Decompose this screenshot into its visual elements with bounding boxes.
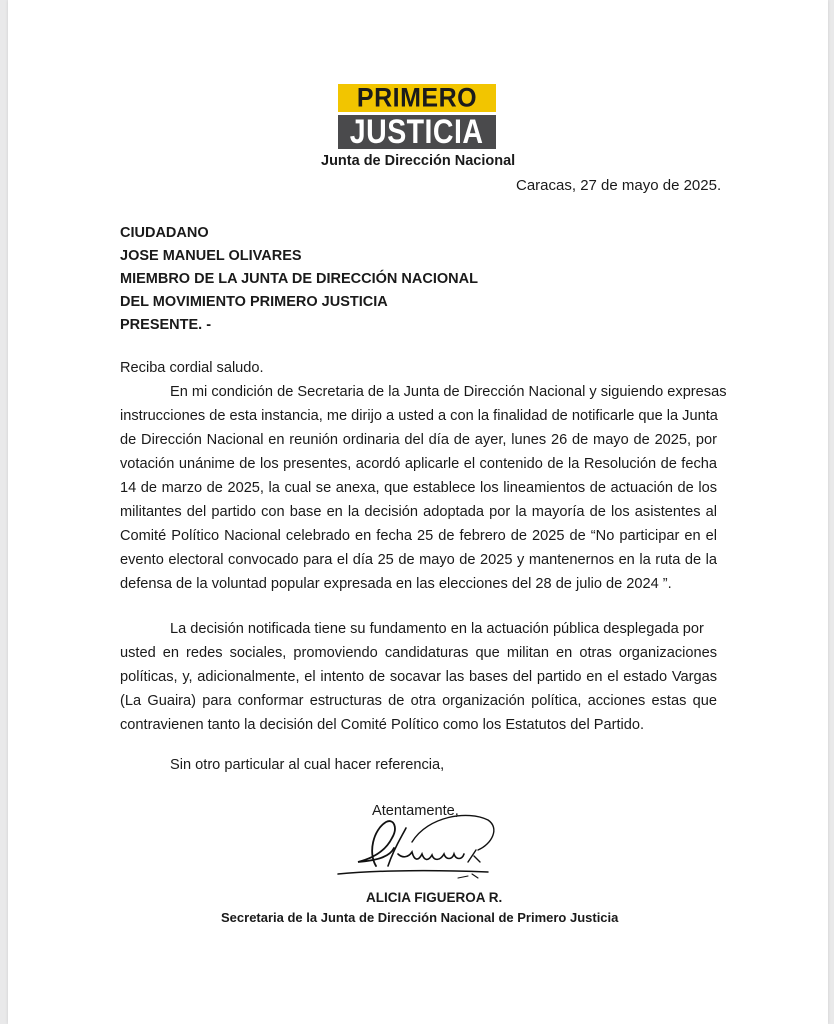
paragraph1-line: 14 de marzo de 2025, la cual se anexa, que establece los lineamientos de actuación de los [120, 480, 717, 496]
closing-line: Sin otro particular al cual hacer referencia, [170, 757, 445, 773]
paragraph1-line: de Dirección Nacional en reunión ordinaria del día de ayer, lunes 26 de mayo de 2025, por [120, 432, 717, 448]
paragraph1-line: En mi condición de Secretaria de la Junta de Dirección Nacional y siguiendo expresas [170, 384, 727, 400]
greeting: Reciba cordial saludo. [120, 360, 264, 376]
party-logo [338, 82, 496, 152]
paragraph2-line: (La Guaira) para conformar estructuras de otra organización política, acciones estas que [120, 693, 717, 709]
paragraph2-line: políticas, y, adicionalmente, el intento de socavar las bases del partido en el estado Vargas [120, 669, 717, 685]
paragraph1-line: Comité Político Nacional celebrado en fecha 25 de febrero de 2025 de “No participar en el [120, 528, 717, 544]
recipient-line-2: JOSE MANUEL OLIVARES [120, 248, 302, 264]
recipient-line-1: CIUDADANO [120, 225, 209, 241]
handwritten-signature [328, 808, 508, 888]
paragraph1-line: votación unánime de los presentes, acordó aplicarle el contenido de la Resolución de fecha [120, 456, 717, 472]
letterhead-subtitle: Junta de Dirección Nacional [321, 153, 516, 169]
recipient-line-4: DEL MOVIMIENTO PRIMERO JUSTICIA [120, 294, 388, 310]
valediction: Atentamente, [372, 803, 459, 819]
logo-line1: PRIMERO [356, 82, 478, 113]
paragraph2-line: contravienen tanto la decisión del Comité Político como los Estatutos del Partido. [120, 717, 645, 733]
signatory-name: ALICIA FIGUEROA R. [366, 890, 503, 905]
paragraph1-line: defensa de la voluntad popular expresada en las elecciones del 28 de julio de 2024 ”. [120, 576, 672, 592]
recipient-line-3: MIEMBRO DE LA JUNTA DE DIRECCIÓN NACIONAL [120, 271, 478, 287]
logo-line2: JUSTICIA [350, 111, 484, 152]
paragraph1-line: evento electoral convocado para el día 25 de mayo de 2025 y mantenernos en la ruta de la [120, 552, 717, 568]
signatory-title: Secretaria de la Junta de Dirección Nacional de Primero Justicia [221, 910, 619, 925]
logo-bottom-band [338, 111, 496, 152]
paragraph1-line: instrucciones de esta instancia, me dirijo a usted a con la finalidad de notificarle que la Junta [120, 408, 718, 424]
paragraph2-line: La decisión notificada tiene su fundamento en la actuación pública desplegada por [170, 621, 704, 637]
logo-top-band [338, 84, 496, 112]
paragraph2-line: usted en redes sociales, promoviendo candidaturas que militan en otras organizaciones [120, 645, 717, 661]
letter-date: Caracas, 27 de mayo de 2025. [516, 177, 722, 194]
recipient-line-5: PRESENTE. - [120, 317, 212, 333]
paragraph1-line: militantes del partido con base en la decisión adoptada por la mayoría de los asistentes al [120, 504, 717, 520]
